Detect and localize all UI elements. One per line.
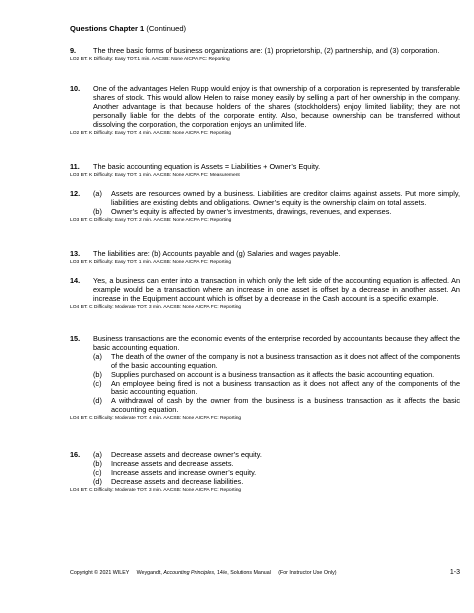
sub-text: Increase assets and increase owner’s equity. xyxy=(111,467,257,477)
sub-label: (a) xyxy=(93,450,102,459)
question-meta: LO4 BT: C Difficulty: Moderate TOT: 4 min. AACSB: None AICPA FC: Reporting xyxy=(70,416,242,422)
sub-text: Assets are resources owned by a business. Liabilities are creditor claims against assets. Put more simply, liabilities are existing debts and obligations. Owner’s equity is the ownership claim on total assets. xyxy=(111,189,460,207)
footer-book-title: Accounting Principles xyxy=(163,570,214,576)
page-header xyxy=(70,24,186,34)
sub-answer-d xyxy=(93,397,460,415)
answer-text: The liabilities are: (b) Accounts payable and (g) Salaries and wages payable. xyxy=(93,249,341,258)
sub-text: A withdrawal of cash by the owner from the business is a business transaction as it affects the basic accounting equation. xyxy=(111,396,460,415)
footer-edition: , 14/e, Solutions Manual xyxy=(214,570,271,576)
question-number: 15. xyxy=(70,334,81,343)
answer-text: The three basic forms of business organizations are: (1) proprietorship, (2) partnership, and (3) corporation. xyxy=(93,46,440,55)
answer-text: Yes, a business can enter into a transaction in which only the left side of the accounting equation is affected. An example would be a transaction where an increase in one asset is offset by a decrease in another asset. An increase in the Equipment account which is offset by a decrease in the Cash account is a specific example. xyxy=(93,276,460,303)
sub-answer-a xyxy=(93,190,460,208)
sub-label: (c) xyxy=(93,467,102,477)
sub-label: (d) xyxy=(93,396,102,406)
chapter-title: Questions Chapter 1 xyxy=(70,24,145,33)
sub-text: Supplies purchased on account is a business transaction as it affects the basic accounting equation. xyxy=(111,369,435,379)
question-12 xyxy=(70,190,460,224)
answer-text: One of the advantages Helen Rupp would enjoy is that ownership of a corporation is represented by transferable shares of stock. This would allow Helen to raise money easily by selling a part of her ownership in the company. Another advantage is that because holders of the shares (stockholders) enjoy limited liability; they are not personally liable for the debts of the corporate entity. Also, because ownership can be transferred without dissolving the corporation, the corporation enjoys an unlimited life. xyxy=(93,84,460,129)
answer-text: The basic accounting equation is Assets = Liabilities + Owner’s Equity. xyxy=(93,162,321,171)
footer-author: Weygandt, xyxy=(136,570,162,576)
question-10 xyxy=(70,85,460,137)
question-number: 12. xyxy=(70,189,81,198)
sub-answer-b xyxy=(93,208,460,217)
question-14 xyxy=(70,277,460,311)
footer-note: (For Instructor Use Only) xyxy=(278,570,337,576)
question-number: 13. xyxy=(70,249,81,258)
sub-text: An employee being fired is not a business transaction as it does not affect any of the components of the basic accounting equation. xyxy=(111,378,460,397)
sub-label: (b) xyxy=(93,458,102,468)
question-number: 16. xyxy=(70,450,81,459)
sub-answer-a xyxy=(93,353,460,371)
question-meta: LO3 BT: C Difficulty: Easy TOT: 2 min. AACSB: None AICPA FC: Reporting xyxy=(70,217,232,223)
sub-text: Increase assets and decrease assets. xyxy=(111,458,234,468)
chapter-subtitle: (Continued) xyxy=(146,24,187,33)
question-number: 10. xyxy=(70,84,81,93)
sub-text: Decrease assets and decrease liabilities. xyxy=(111,476,244,486)
sub-text: Owner’s equity is affected by owner’s investments, drawings, revenues, and expenses. xyxy=(111,206,392,216)
question-16 xyxy=(70,451,460,494)
question-13 xyxy=(70,250,460,266)
question-number: 14. xyxy=(70,276,81,285)
sub-label: (b) xyxy=(93,206,102,216)
question-meta: LO3 BT: K Difficulty: Easy TOT: 1 min. AACSB: None AICPA FC: Reporting xyxy=(70,259,232,265)
sub-label: (c) xyxy=(93,378,102,388)
sub-label: (a) xyxy=(93,351,102,361)
question-meta: LO3 BT: K Difficulty: Easy TOT: 1 min. AACSB: None AICPA FC: Measurement xyxy=(70,172,240,178)
sub-label: (b) xyxy=(93,369,102,379)
sub-text: The death of the owner of the company is not a business transaction as it does not affect of the components of the basic accounting equation. xyxy=(111,351,460,370)
sub-label: (a) xyxy=(93,189,102,198)
question-meta: LO2 BT: K Difficulty: Easy TOT:1 min. AACSB: None AICPA FC: Reporting xyxy=(70,56,230,62)
sub-answer-c xyxy=(93,380,460,398)
question-number: 11. xyxy=(70,162,80,171)
question-number: 9. xyxy=(70,46,77,55)
question-9 xyxy=(70,47,460,63)
sub-label: (d) xyxy=(93,476,102,486)
question-meta: LO2 BT: K Difficulty: Easy TOT: 4 min. AACSB: None AICPA FC: Reporting xyxy=(70,130,232,136)
sub-answer-d xyxy=(93,478,460,487)
copyright: Copyright © 2021 WILEY xyxy=(70,570,130,576)
question-15 xyxy=(70,335,460,423)
answer-text: Business transactions are the economic events of the enterprise recorded by accountants because they affect the basic accounting equation. xyxy=(93,334,460,352)
page-footer xyxy=(70,570,460,577)
sub-text: Decrease assets and decrease owner’s equity. xyxy=(111,450,262,459)
question-11 xyxy=(70,163,460,179)
question-meta: LO4 BT: C Difficulty: Moderate TOT: 3 min. AACSB: None AICPA FC: Reporting xyxy=(70,304,242,310)
question-meta: LO4 BT: C Difficulty: Moderate TOT: 3 min. AACSB: None AICPA FC: Reporting xyxy=(70,487,242,493)
page-number: 1-3 xyxy=(449,569,460,576)
